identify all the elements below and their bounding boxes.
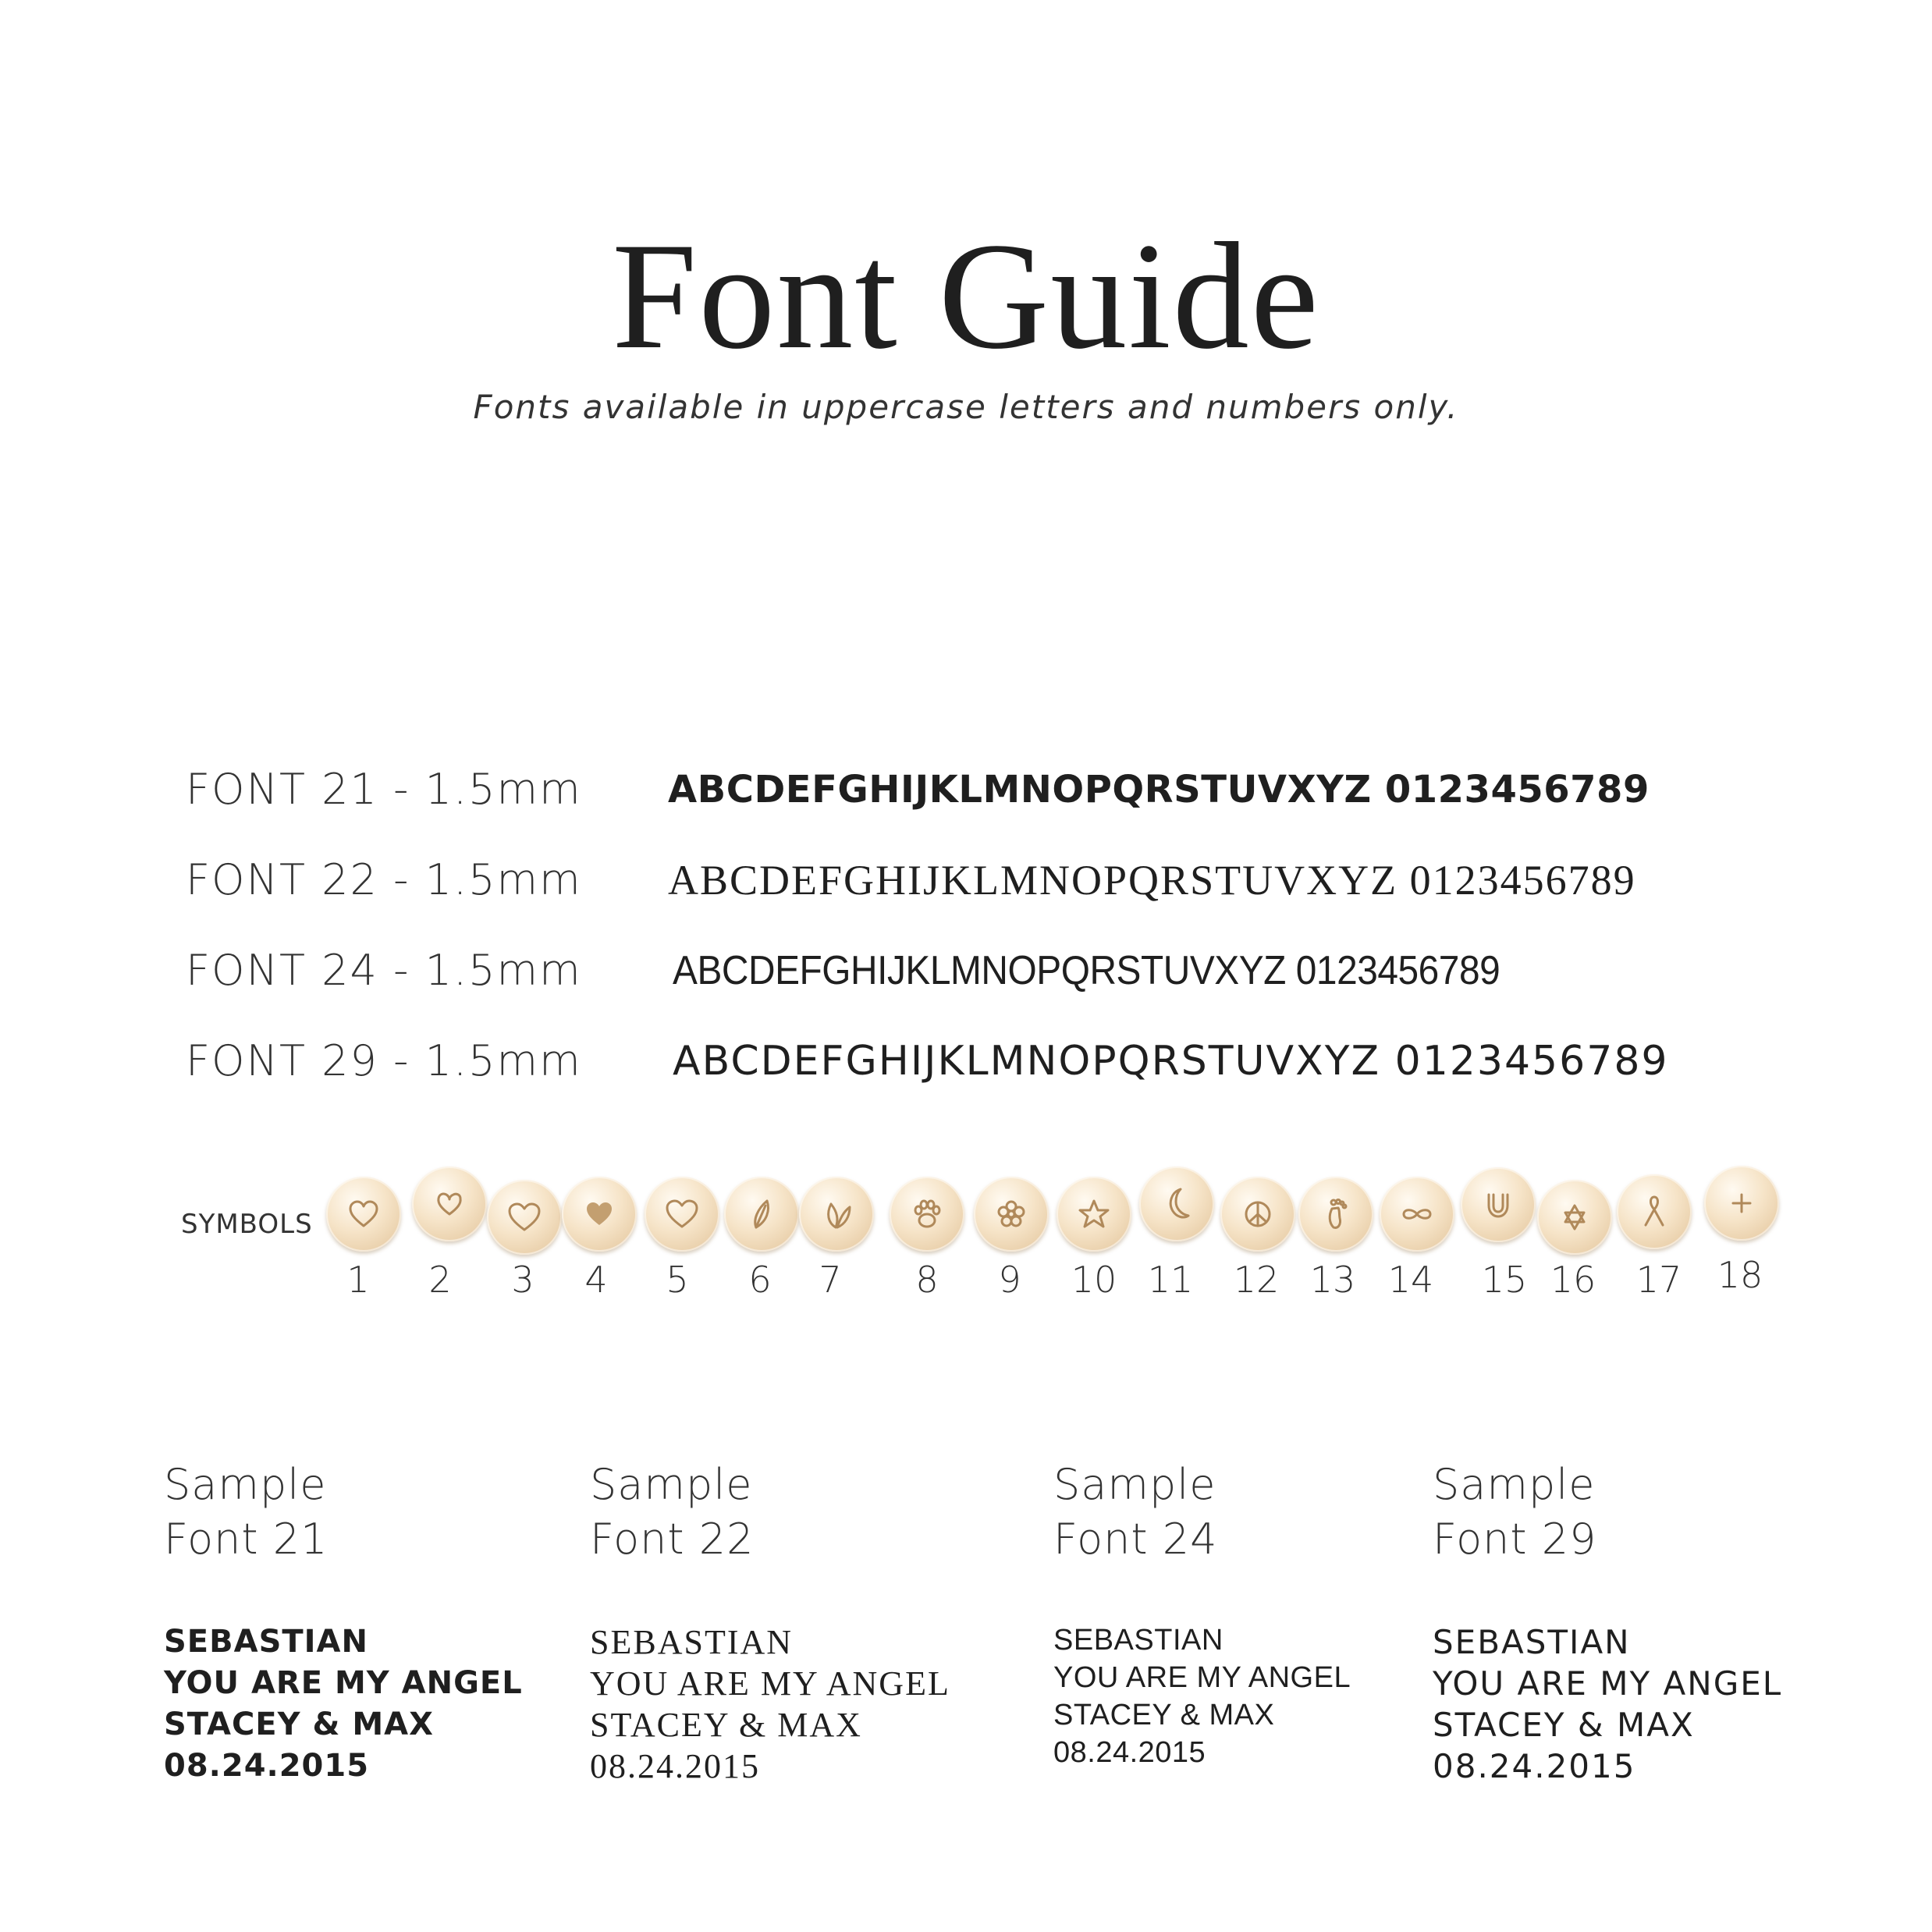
symbol-number: 13 (1309, 1259, 1356, 1301)
font-sample: ABCDEFGHIJKLMNOPQRSTUVXYZ 0123456789 (673, 948, 1500, 993)
symbol-coin-15[interactable] (1461, 1167, 1536, 1242)
sample-heading: Sample (164, 1460, 327, 1509)
sample-line: 08.24.2015 (164, 1748, 370, 1784)
sample-line: STACEY & MAX (590, 1706, 862, 1744)
sample-font-29 (1433, 1458, 1783, 1785)
heart-icon (580, 1195, 619, 1234)
sample-line: 08.24.2015 (1053, 1736, 1206, 1769)
symbol-coin-6[interactable] (724, 1177, 799, 1252)
sample-line: STACEY & MAX (1053, 1699, 1275, 1731)
sample-heading: Sample (1433, 1460, 1596, 1509)
heart-icon (662, 1195, 701, 1234)
font-row-29 (0, 1030, 1932, 1092)
sample-font-24 (1053, 1458, 1351, 1769)
font-row-21 (0, 758, 1932, 821)
sample-line: SEBASTIAN (164, 1624, 368, 1660)
symbol-coin-2[interactable] (412, 1167, 487, 1241)
horseshoe-icon (1479, 1185, 1518, 1224)
star-icon (1074, 1195, 1113, 1234)
symbol-coin-17[interactable] (1617, 1174, 1692, 1249)
symbol-number: 1 (346, 1259, 370, 1301)
sample-heading: Sample (1053, 1460, 1216, 1509)
symbol-number: 17 (1635, 1259, 1682, 1301)
symbol-number: 7 (819, 1259, 842, 1301)
font-sample: ABCDEFGHIJKLMNOPQRSTUVXYZ 0123456789 (668, 768, 1650, 812)
symbol-number: 8 (915, 1259, 939, 1301)
sample-line: 08.24.2015 (590, 1747, 760, 1785)
sample-heading: Sample (590, 1460, 753, 1509)
page-title: Font Guide (612, 211, 1320, 381)
cross-icon (1722, 1184, 1761, 1223)
symbol-number: 10 (1071, 1259, 1117, 1301)
sample-line: SEBASTIAN (1053, 1624, 1223, 1657)
symbol-coin-9[interactable] (974, 1177, 1049, 1252)
symbol-number: 18 (1717, 1254, 1763, 1296)
symbol-number: 12 (1233, 1259, 1280, 1301)
infinity-icon (1398, 1195, 1437, 1234)
symbol-number: 16 (1550, 1259, 1596, 1301)
sample-line: YOU ARE MY ANGEL (164, 1665, 523, 1701)
symbol-number: 14 (1387, 1259, 1434, 1301)
star-of-david-icon (1555, 1198, 1594, 1237)
sample-line: YOU ARE MY ANGEL (1053, 1661, 1351, 1694)
leaf-icon (742, 1195, 781, 1234)
symbol-coin-5[interactable] (645, 1177, 719, 1252)
symbol-coin-7[interactable] (799, 1177, 874, 1252)
font-row-24 (0, 939, 1932, 1002)
symbol-coin-3[interactable] (487, 1180, 562, 1255)
double-leaf-icon (817, 1195, 856, 1234)
font-sample: ABCDEFGHIJKLMNOPQRSTUVXYZ 0123456789 (668, 857, 1636, 904)
heart-icon (505, 1198, 544, 1237)
symbol-coin-13[interactable] (1298, 1177, 1373, 1252)
paw-print-icon (907, 1195, 946, 1234)
symbol-coin-18[interactable] (1704, 1166, 1779, 1241)
symbol-number: 3 (511, 1259, 534, 1301)
sample-heading: Font 29 (1433, 1515, 1597, 1564)
symbol-number: 2 (428, 1259, 452, 1301)
font-sample: ABCDEFGHIJKLMNOPQRSTUVXYZ 0123456789 (673, 1038, 1669, 1085)
footprint-icon (1316, 1195, 1355, 1234)
sample-line: YOU ARE MY ANGEL (1433, 1664, 1783, 1703)
symbols-label: SYMBOLS (181, 1209, 313, 1240)
font-label: FONT 29 - 1.5mm (186, 1036, 582, 1085)
symbol-coin-10[interactable] (1057, 1177, 1131, 1252)
sample-line: SEBASTIAN (1433, 1623, 1631, 1661)
symbol-number: 5 (666, 1259, 689, 1301)
symbol-number: 6 (748, 1259, 772, 1301)
symbol-number: 15 (1481, 1259, 1528, 1301)
font-label: FONT 24 - 1.5mm (186, 946, 582, 995)
font-row-22 (0, 849, 1932, 911)
symbol-number: 11 (1147, 1259, 1194, 1301)
sample-line: YOU ARE MY ANGEL (590, 1664, 950, 1703)
symbol-coin-12[interactable] (1220, 1177, 1295, 1252)
sample-font-21 (164, 1458, 523, 1784)
sample-line: SEBASTIAN (590, 1623, 794, 1661)
symbol-number: 9 (998, 1259, 1021, 1301)
sample-line: STACEY & MAX (1433, 1706, 1695, 1744)
sample-font-22 (590, 1458, 950, 1785)
symbol-number: 4 (584, 1259, 608, 1301)
symbol-coin-16[interactable] (1537, 1180, 1612, 1255)
sample-heading: Font 22 (590, 1515, 755, 1564)
symbol-coin-1[interactable] (326, 1177, 401, 1252)
page-subtitle: Fonts available in uppercase letters and numbers only. (473, 388, 1459, 426)
sample-heading: Font 21 (164, 1515, 329, 1564)
symbol-coin-14[interactable] (1380, 1177, 1454, 1252)
peace-sign-icon (1238, 1195, 1277, 1234)
crescent-moon-icon (1157, 1184, 1196, 1223)
heart-icon (344, 1195, 383, 1234)
sample-line: 08.24.2015 (1433, 1747, 1636, 1785)
font-label: FONT 22 - 1.5mm (186, 855, 582, 904)
font-label: FONT 21 - 1.5mm (186, 765, 582, 814)
flower-icon (992, 1195, 1031, 1234)
sample-heading: Font 24 (1053, 1515, 1218, 1564)
symbol-coin-11[interactable] (1139, 1167, 1214, 1241)
symbol-coin-4[interactable] (562, 1177, 637, 1252)
symbol-coin-8[interactable] (890, 1177, 964, 1252)
heart-icon (430, 1184, 469, 1223)
sample-line: STACEY & MAX (164, 1706, 434, 1742)
awareness-ribbon-icon (1635, 1192, 1674, 1231)
